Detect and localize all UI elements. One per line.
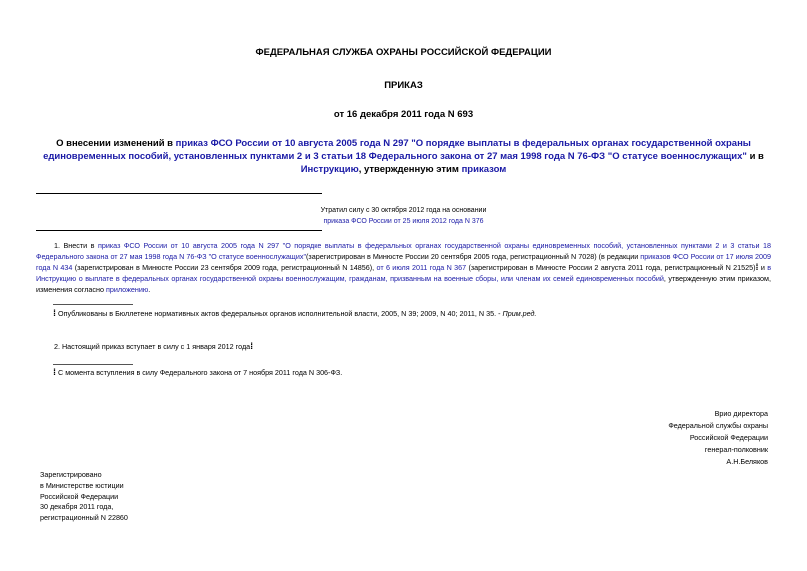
para1-link-order-367[interactable]: от 6 июля 2011 года N 367 [376,263,467,272]
paragraph-2 [54,341,754,352]
footnote-divider [53,304,133,305]
document-title [36,137,771,176]
footnote-marker: ⁞ [53,367,56,377]
registration-number: регистрационный N 22860 [40,513,128,523]
paragraph-2-text: 2. Настоящий приказ вступает в силу с 1 января 2012 года [54,342,251,351]
registration-line: Зарегистрировано [40,470,102,479]
para1-text: . [148,285,151,294]
para1-link-instruction[interactable]: в Инструкцию о выплате в федеральных органах государственной охраны военнослужащим, гражданам, призванным на военные сборы, или членам их семей единовременных пособий [36,263,772,283]
para1-text: (зарегистрирован в Минюсте России 23 сентября 2009 года, регистрационный N 14856), [72,263,377,272]
signature-line: Врио директора [714,409,768,418]
footnote-2 [53,367,753,378]
org-heading: ФЕДЕРАЛЬНАЯ СЛУЖБА ОХРАНЫ РОССИЙСКОЙ ФЕДЕРАЦИИ [255,47,552,58]
signature-line: генерал-полковник [704,445,768,454]
para1-link-order-297[interactable]: приказ ФСО России от 10 августа 2005 года N 297 "О порядке выплаты в федеральных органах государственной охраны единовременных пособий, установленных пунктами 2 и 3 статьи 18 Федерального закона от 27 мая 1998 года N 76-ФЗ "О статусе военнослужащих" [36,241,772,261]
divider [36,193,322,194]
registration-block [40,470,240,524]
signature-block [568,408,768,468]
footnote-1-text: Опубликованы в Бюллетене нормативных актов федеральных органов исполнительной власти, 2005, N 39; 2009, N 40; 2011, N 35. - [58,309,503,318]
registration-line: в Министерстве юстиции [40,480,124,490]
date-number-heading: от 16 декабря 2011 года N 693 [333,109,474,120]
title-text-2: и в [746,151,764,162]
paragraph-1 [36,240,771,295]
para1-text: , утвержденную этим приказом, изменения согласно [36,274,771,294]
signature-line: Федеральной службы охраны [668,421,768,430]
title-link-order[interactable]: приказом [461,164,507,175]
footnote-marker: ⁞ [755,262,759,272]
status-note [0,205,807,227]
footnote-2-text: С момента вступления в силу Федерального закона от 7 ноября 2011 года N 306-ФЗ. [58,368,343,377]
title-link-instruction[interactable]: Инструкцию [300,164,359,175]
signature-name: А.Н.Беляков [726,457,768,466]
footnote-marker: ⁞ [53,308,56,318]
para1-link-appendix[interactable]: приложению [105,285,149,294]
title-text-1: О внесении изменений в [56,138,176,149]
footnote-marker: ⁞ [250,341,254,351]
doc-type-heading: ПРИКАЗ [384,80,423,91]
status-note-link[interactable]: приказа ФСО России от 25 июля 2012 года N 376 [323,218,484,225]
title-text-3: , утвержденную этим [358,164,462,175]
signature-line: Российской Федерации [689,433,768,442]
para1-link-order-434[interactable]: приказов ФСО России от 17 июля 2009 года N 434 [36,252,771,272]
para1-text: и [758,263,768,272]
registration-line: 30 декабря 2011 года, [40,502,114,512]
footnote-divider [53,364,133,365]
title-link-order-297[interactable]: приказ ФСО России от 10 августа 2005 года N 297 "О порядке выплаты в федеральных органах государственной охраны единовременных пособий, установленных пунктами 2 и 3 статьи 18 Федерального закона от 27 мая 1998 года N 76-ФЗ "О статусе военнослужащих" [43,138,751,162]
divider [36,230,322,231]
footnote-1 [53,308,753,319]
para1-text: (зарегистрирован в Минюсте России 2 августа 2011 года, регистрационный N 21525) [466,263,756,272]
status-note-line1: Утратил силу с 30 октября 2012 года на основании [320,207,487,214]
footnote-1-italic: Прим.ред. [502,309,537,318]
para1-text: (зарегистрирован в Минюсте России 20 сентября 2005 года, регистрационный N 7028) (в редакции [306,252,641,261]
registration-line: Российской Федерации [40,491,119,501]
para1-text: 1. Внести в [54,241,98,250]
